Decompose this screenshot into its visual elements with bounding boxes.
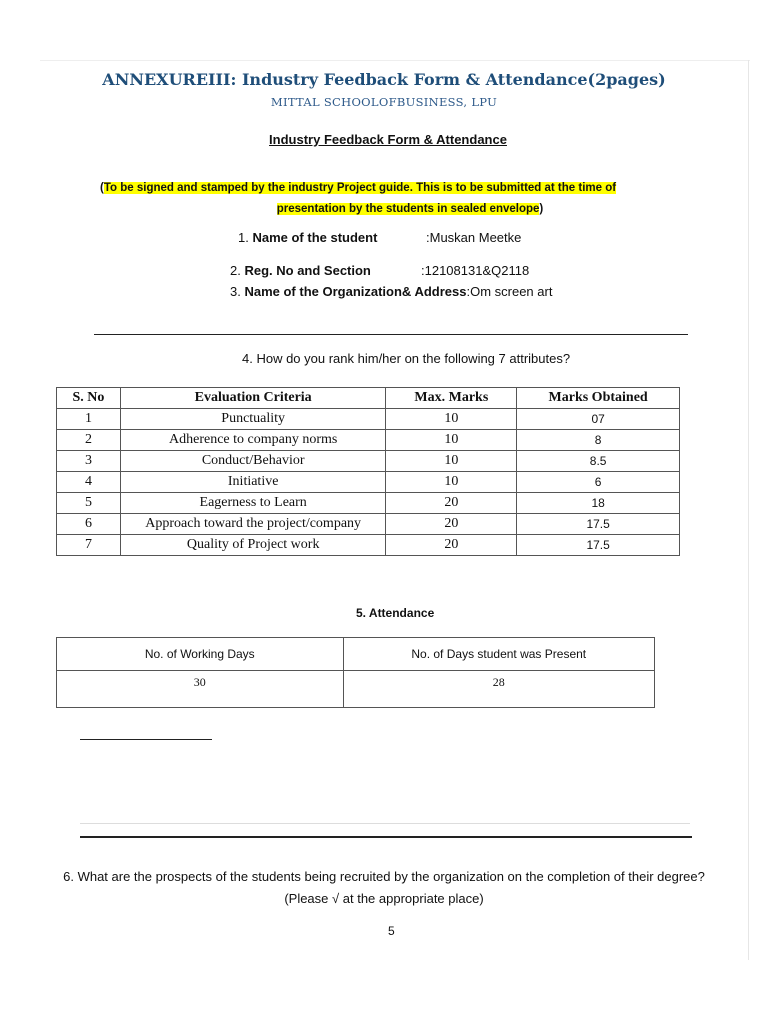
cell-max-marks: 10 (386, 430, 517, 451)
col-header-days-present: No. of Days student was Present (343, 638, 654, 671)
table-row (57, 535, 680, 556)
page-top-edge (40, 60, 750, 61)
days-present-value: 28 (343, 671, 654, 708)
instruction-note (100, 178, 680, 220)
cell-marks-obtained: 8.5 (517, 451, 680, 472)
cell-criteria: Initiative (120, 472, 386, 493)
table-row (57, 493, 680, 514)
separator-line (80, 836, 692, 838)
reg-no-value: :12108131&Q2118 (421, 263, 530, 278)
cell-sno: 2 (57, 430, 121, 451)
evaluation-table (56, 387, 680, 556)
organization-value: :Om screen art (466, 284, 553, 299)
cell-sno: 4 (57, 472, 121, 493)
cell-marks-obtained: 18 (517, 493, 680, 514)
page-right-edge (748, 60, 749, 960)
attendance-table (56, 637, 655, 708)
school-subtitle: MITTAL SCHOOLOFBUSINESS, LPU (270, 95, 498, 109)
cell-sno: 6 (57, 514, 121, 535)
organization-label: Name of the Organization& Address (244, 284, 467, 299)
cell-sno: 5 (57, 493, 121, 514)
col-header-working-days: No. of Working Days (57, 638, 344, 671)
question-4: 4. How do you rank him/her on the following 7 attributes? (242, 351, 571, 366)
form-heading: Industry Feedback Form & Attendance (269, 132, 507, 147)
note-close-paren: ) (539, 203, 544, 215)
note-open-paren: ( (100, 182, 104, 194)
reg-no-label: Reg. No and Section (244, 263, 371, 278)
working-days-value: 30 (57, 671, 344, 708)
cell-marks-obtained: 17.5 (517, 514, 680, 535)
cell-criteria: Quality of Project work (120, 535, 386, 556)
annexure-title: ANNEXUREIII: Industry Feedback Form & Attendance(2pages) (102, 70, 666, 89)
cell-marks-obtained: 07 (517, 409, 680, 430)
student-name-label: Name of the student (252, 230, 378, 245)
table-row (57, 451, 680, 472)
faint-rule (80, 823, 690, 824)
student-name-value: :Muskan Meetke (426, 230, 522, 245)
cell-max-marks: 20 (386, 493, 517, 514)
reg-no-field (230, 263, 371, 278)
table-row (57, 430, 680, 451)
cell-criteria: Punctuality (120, 409, 386, 430)
cell-criteria: Approach toward the project/company (120, 514, 386, 535)
table-row (57, 472, 680, 493)
question-6: 6. What are the prospects of the students being recruited by the organization on the completion of their degree? (Please √ at the appropriate place) (63, 869, 705, 906)
cell-max-marks: 10 (386, 451, 517, 472)
attendance-header-row (57, 638, 655, 671)
table-row (57, 409, 680, 430)
col-header-max-marks: Max. Marks (386, 388, 517, 409)
field-number: 1. (238, 230, 253, 245)
signature-line (80, 739, 212, 740)
note-line-1: To be signed and stamped by the industry Project guide. This is to be submitted at the time of (103, 182, 617, 194)
evaluation-header-row (57, 388, 680, 409)
col-header-sno: S. No (57, 388, 121, 409)
col-header-criteria: Evaluation Criteria (120, 388, 386, 409)
page-number: 5 (388, 924, 395, 938)
field-number: 2. (230, 263, 245, 278)
cell-sno: 1 (57, 409, 121, 430)
cell-max-marks: 20 (386, 535, 517, 556)
note-line-2: presentation by the students in sealed envelope (276, 203, 540, 215)
cell-criteria: Eagerness to Learn (120, 493, 386, 514)
cell-max-marks: 10 (386, 409, 517, 430)
cell-criteria: Adherence to company norms (120, 430, 386, 451)
cell-sno: 7 (57, 535, 121, 556)
field-number: 3. (230, 284, 245, 299)
attendance-value-row (57, 671, 655, 708)
table-row (57, 514, 680, 535)
organization-field (230, 284, 552, 299)
separator-line (94, 334, 688, 335)
cell-marks-obtained: 8 (517, 430, 680, 451)
student-name-field (238, 230, 377, 245)
attendance-heading: 5. Attendance (356, 606, 435, 620)
cell-marks-obtained: 17.5 (517, 535, 680, 556)
cell-max-marks: 10 (386, 472, 517, 493)
cell-max-marks: 20 (386, 514, 517, 535)
col-header-marks-obtained: Marks Obtained (517, 388, 680, 409)
cell-sno: 3 (57, 451, 121, 472)
cell-marks-obtained: 6 (517, 472, 680, 493)
cell-criteria: Conduct/Behavior (120, 451, 386, 472)
